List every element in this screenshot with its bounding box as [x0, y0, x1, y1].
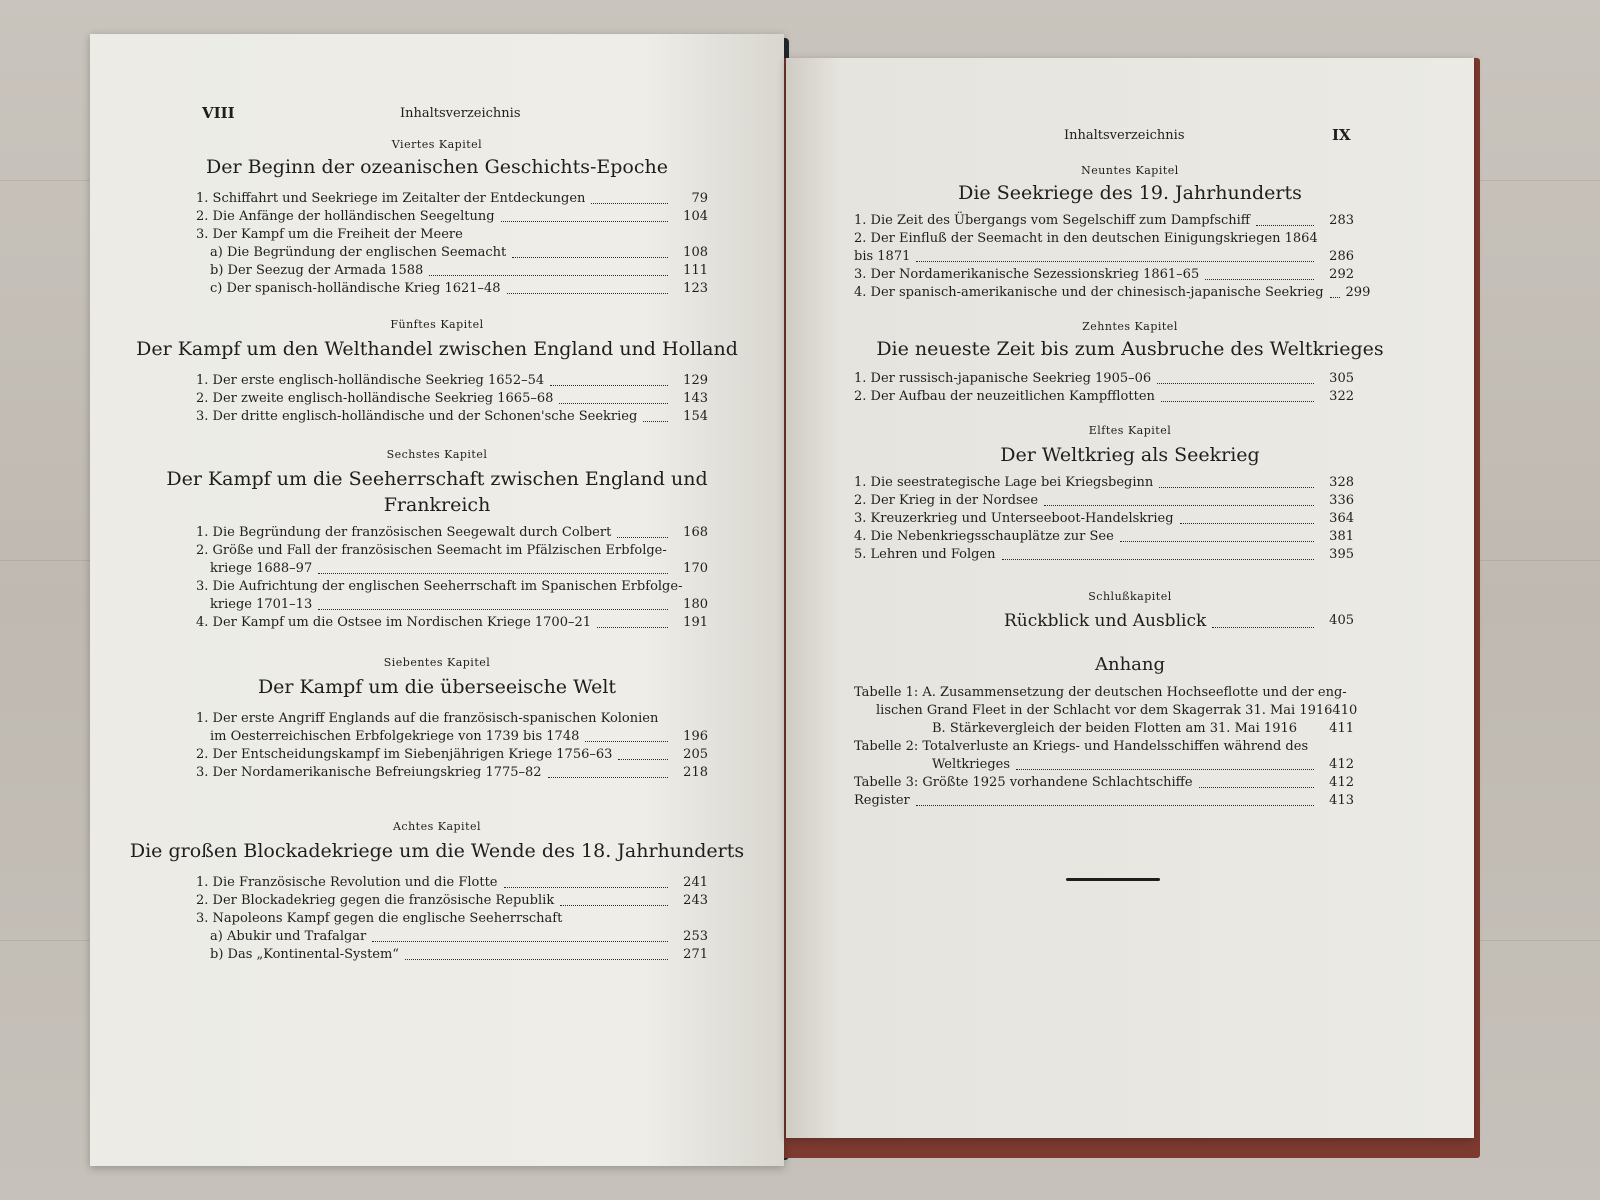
toc-list: [196, 710, 708, 782]
toc-entry[interactable]: 2. Der Blockadekrieg gegen die französische Republik 243: [196, 893, 708, 908]
running-header-left: Inhaltsverzeichnis: [400, 106, 521, 121]
chapter-title: Der Weltkrieg als Seekrieg: [1000, 444, 1260, 466]
chapter-label: Viertes Kapitel: [391, 138, 483, 151]
appendix-title: Anhang: [1094, 654, 1166, 675]
chapter-label: Fünftes Kapitel: [390, 318, 484, 331]
chapter-title: Der Kampf um den Welthandel zwischen England und Holland: [136, 338, 738, 360]
toc-entry[interactable]: 1. Der erste Angriff Englands auf die französisch-spanischen Kolonien: [196, 711, 659, 726]
toc-entry[interactable]: 3. Der Nordamerikanische Befreiungskrieg 1775–82 218: [196, 765, 708, 780]
toc-entry[interactable]: 4. Der Kampf um die Ostsee im Nordischen Kriege 1700–21 191: [196, 615, 708, 630]
right-page: [786, 58, 1474, 1138]
toc-entry[interactable]: 3. Der Kampf um die Freiheit der Meere: [196, 227, 463, 242]
toc-entry[interactable]: 3. Kreuzerkrieg und Unterseeboot-Handelskrieg 364: [854, 511, 1354, 526]
toc-entry[interactable]: 3. Der dritte englisch-holländische und der Schonen'sche Seekrieg 154: [196, 409, 708, 424]
chapter-label: Zehntes Kapitel: [1082, 320, 1178, 333]
toc-entry[interactable]: im Oesterreichischen Erbfolgekriege von 1739 bis 1748 196: [210, 729, 708, 744]
toc-entry[interactable]: kriege 1701–13 180: [210, 597, 708, 612]
toc-entry[interactable]: a) Die Begründung der englischen Seemacht 108: [210, 245, 708, 260]
toc-entry[interactable]: c) Der spanisch-holländische Krieg 1621–48 123: [210, 281, 708, 296]
toc-entry[interactable]: 1. Der erste englisch-holländische Seekrieg 1652–54 129: [196, 373, 708, 388]
appendix-list: [854, 684, 1358, 810]
toc-entry[interactable]: 1. Die Zeit des Übergangs vom Segelschiff zum Dampfschiff 283: [854, 213, 1354, 228]
toc-entry[interactable]: 1. Schiffahrt und Seekriege im Zeitalter der Entdeckungen 79: [196, 191, 708, 206]
toc-entry[interactable]: bis 1871 286: [854, 249, 1354, 264]
appendix-entry[interactable]: Tabelle 1: A. Zusammensetzung der deutschen Hochseeflotte und der eng-: [854, 685, 1347, 700]
toc-entry[interactable]: 1. Die Französische Revolution und die Flotte 241: [196, 875, 708, 890]
chapter-title-continued: Frankreich: [383, 494, 491, 516]
chapter-title: Die neueste Zeit bis zum Ausbruche des Weltkrieges: [876, 338, 1384, 360]
toc-entry[interactable]: 3. Der Nordamerikanische Sezessionskrieg 1861–65 292: [854, 267, 1354, 282]
chapter-label: Neuntes Kapitel: [1081, 164, 1179, 177]
toc-list: [854, 474, 1354, 564]
chapter-label: Siebentes Kapitel: [383, 656, 491, 669]
toc-entry[interactable]: a) Abukir und Trafalgar 253: [210, 929, 708, 944]
left-page: [90, 34, 784, 1166]
chapter-title: Der Beginn der ozeanischen Geschichts-Epoche: [206, 156, 668, 178]
chapter-label: Sechstes Kapitel: [386, 448, 488, 461]
toc-entry[interactable]: kriege 1688–97 170: [210, 561, 708, 576]
chapter-title: Rückblick und Ausblick: [1004, 611, 1207, 631]
toc-list: [196, 190, 708, 298]
toc-entry[interactable]: 2. Der Aufbau der neuzeitlichen Kampfflotten 322: [854, 389, 1354, 404]
toc-entry[interactable]: 3. Die Aufrichtung der englischen Seeherrschaft im Spanischen Erbfolge-: [196, 579, 683, 594]
chapter-title: Der Kampf um die überseeische Welt: [257, 676, 617, 698]
appendix-entry[interactable]: Tabelle 2: Totalverluste an Kriegs- und Handelsschiffen während des: [854, 739, 1309, 754]
toc-entry[interactable]: 2. Größe und Fall der französischen Seemacht im Pfälzischen Erbfolge-: [196, 543, 667, 558]
toc-list: [854, 370, 1354, 406]
appendix-entry[interactable]: Weltkrieges 412: [932, 757, 1354, 772]
toc-entry[interactable]: 2. Der Entscheidungskampf im Siebenjährigen Kriege 1756–63 205: [196, 747, 708, 762]
chapter-title: Die Seekriege des 19. Jahrhunderts: [958, 182, 1302, 204]
end-rule: [1066, 878, 1160, 881]
toc-list: [196, 372, 708, 426]
toc-entry[interactable]: b) Das „Kontinental-System“ 271: [210, 947, 708, 962]
page-number-left: VIII: [202, 104, 235, 122]
toc-entry[interactable]: 2. Der Einfluß der Seemacht in den deutschen Einigungskriegen 1864: [854, 231, 1318, 246]
appendix-entry[interactable]: Tabelle 3: Größte 1925 vorhandene Schlachtschiffe 412: [854, 775, 1354, 790]
chapter-label: Elftes Kapitel: [1088, 424, 1172, 437]
chapter-label: Schlußkapitel: [1088, 590, 1172, 603]
toc-entry[interactable]: 2. Der Krieg in der Nordsee 336: [854, 493, 1354, 508]
closing-chapter-entry[interactable]: Rückblick und Ausblick 405: [1004, 611, 1354, 631]
toc-entry[interactable]: 1. Der russisch-japanische Seekrieg 1905–06 305: [854, 371, 1354, 386]
toc-entry[interactable]: b) Der Seezug der Armada 1588 111: [210, 263, 708, 278]
toc-entry[interactable]: 2. Die Anfänge der holländischen Seegeltung 104: [196, 209, 708, 224]
appendix-entry[interactable]: B. Stärkevergleich der beiden Flotten am 31. Mai 1916 411: [932, 721, 1354, 736]
toc-entry[interactable]: 3. Napoleons Kampf gegen die englische Seeherrschaft: [196, 911, 563, 926]
toc-entry[interactable]: 2. Der zweite englisch-holländische Seekrieg 1665–68 143: [196, 391, 708, 406]
chapter-title: Der Kampf um die Seeherrschaft zwischen England und: [166, 468, 708, 490]
toc-list: [196, 874, 708, 964]
appendix-entry[interactable]: Register 413: [854, 793, 1354, 808]
toc-entry[interactable]: 4. Die Nebenkriegsschauplätze zur See 381: [854, 529, 1354, 544]
chapter-title: Die großen Blockadekriege um die Wende des 18. Jahrhunderts: [129, 840, 745, 862]
toc-list: [196, 524, 708, 632]
toc-entry[interactable]: 5. Lehren und Folgen 395: [854, 547, 1354, 562]
toc-list: [854, 212, 1371, 302]
page-number-right: IX: [1332, 126, 1351, 144]
chapter-label: Achtes Kapitel: [392, 820, 482, 833]
appendix-entry[interactable]: lischen Grand Fleet in der Schlacht vor dem Skagerrak 31. Mai 1916 410: [876, 703, 1358, 718]
toc-entry[interactable]: 1. Die seestrategische Lage bei Kriegsbeginn 328: [854, 475, 1354, 490]
toc-entry[interactable]: 4. Der spanisch-amerikanische und der chinesisch-japanische Seekrieg 299: [854, 285, 1371, 300]
running-header-right: Inhaltsverzeichnis: [1064, 128, 1185, 143]
toc-entry[interactable]: 1. Die Begründung der französischen Seegewalt durch Colbert 168: [196, 525, 708, 540]
